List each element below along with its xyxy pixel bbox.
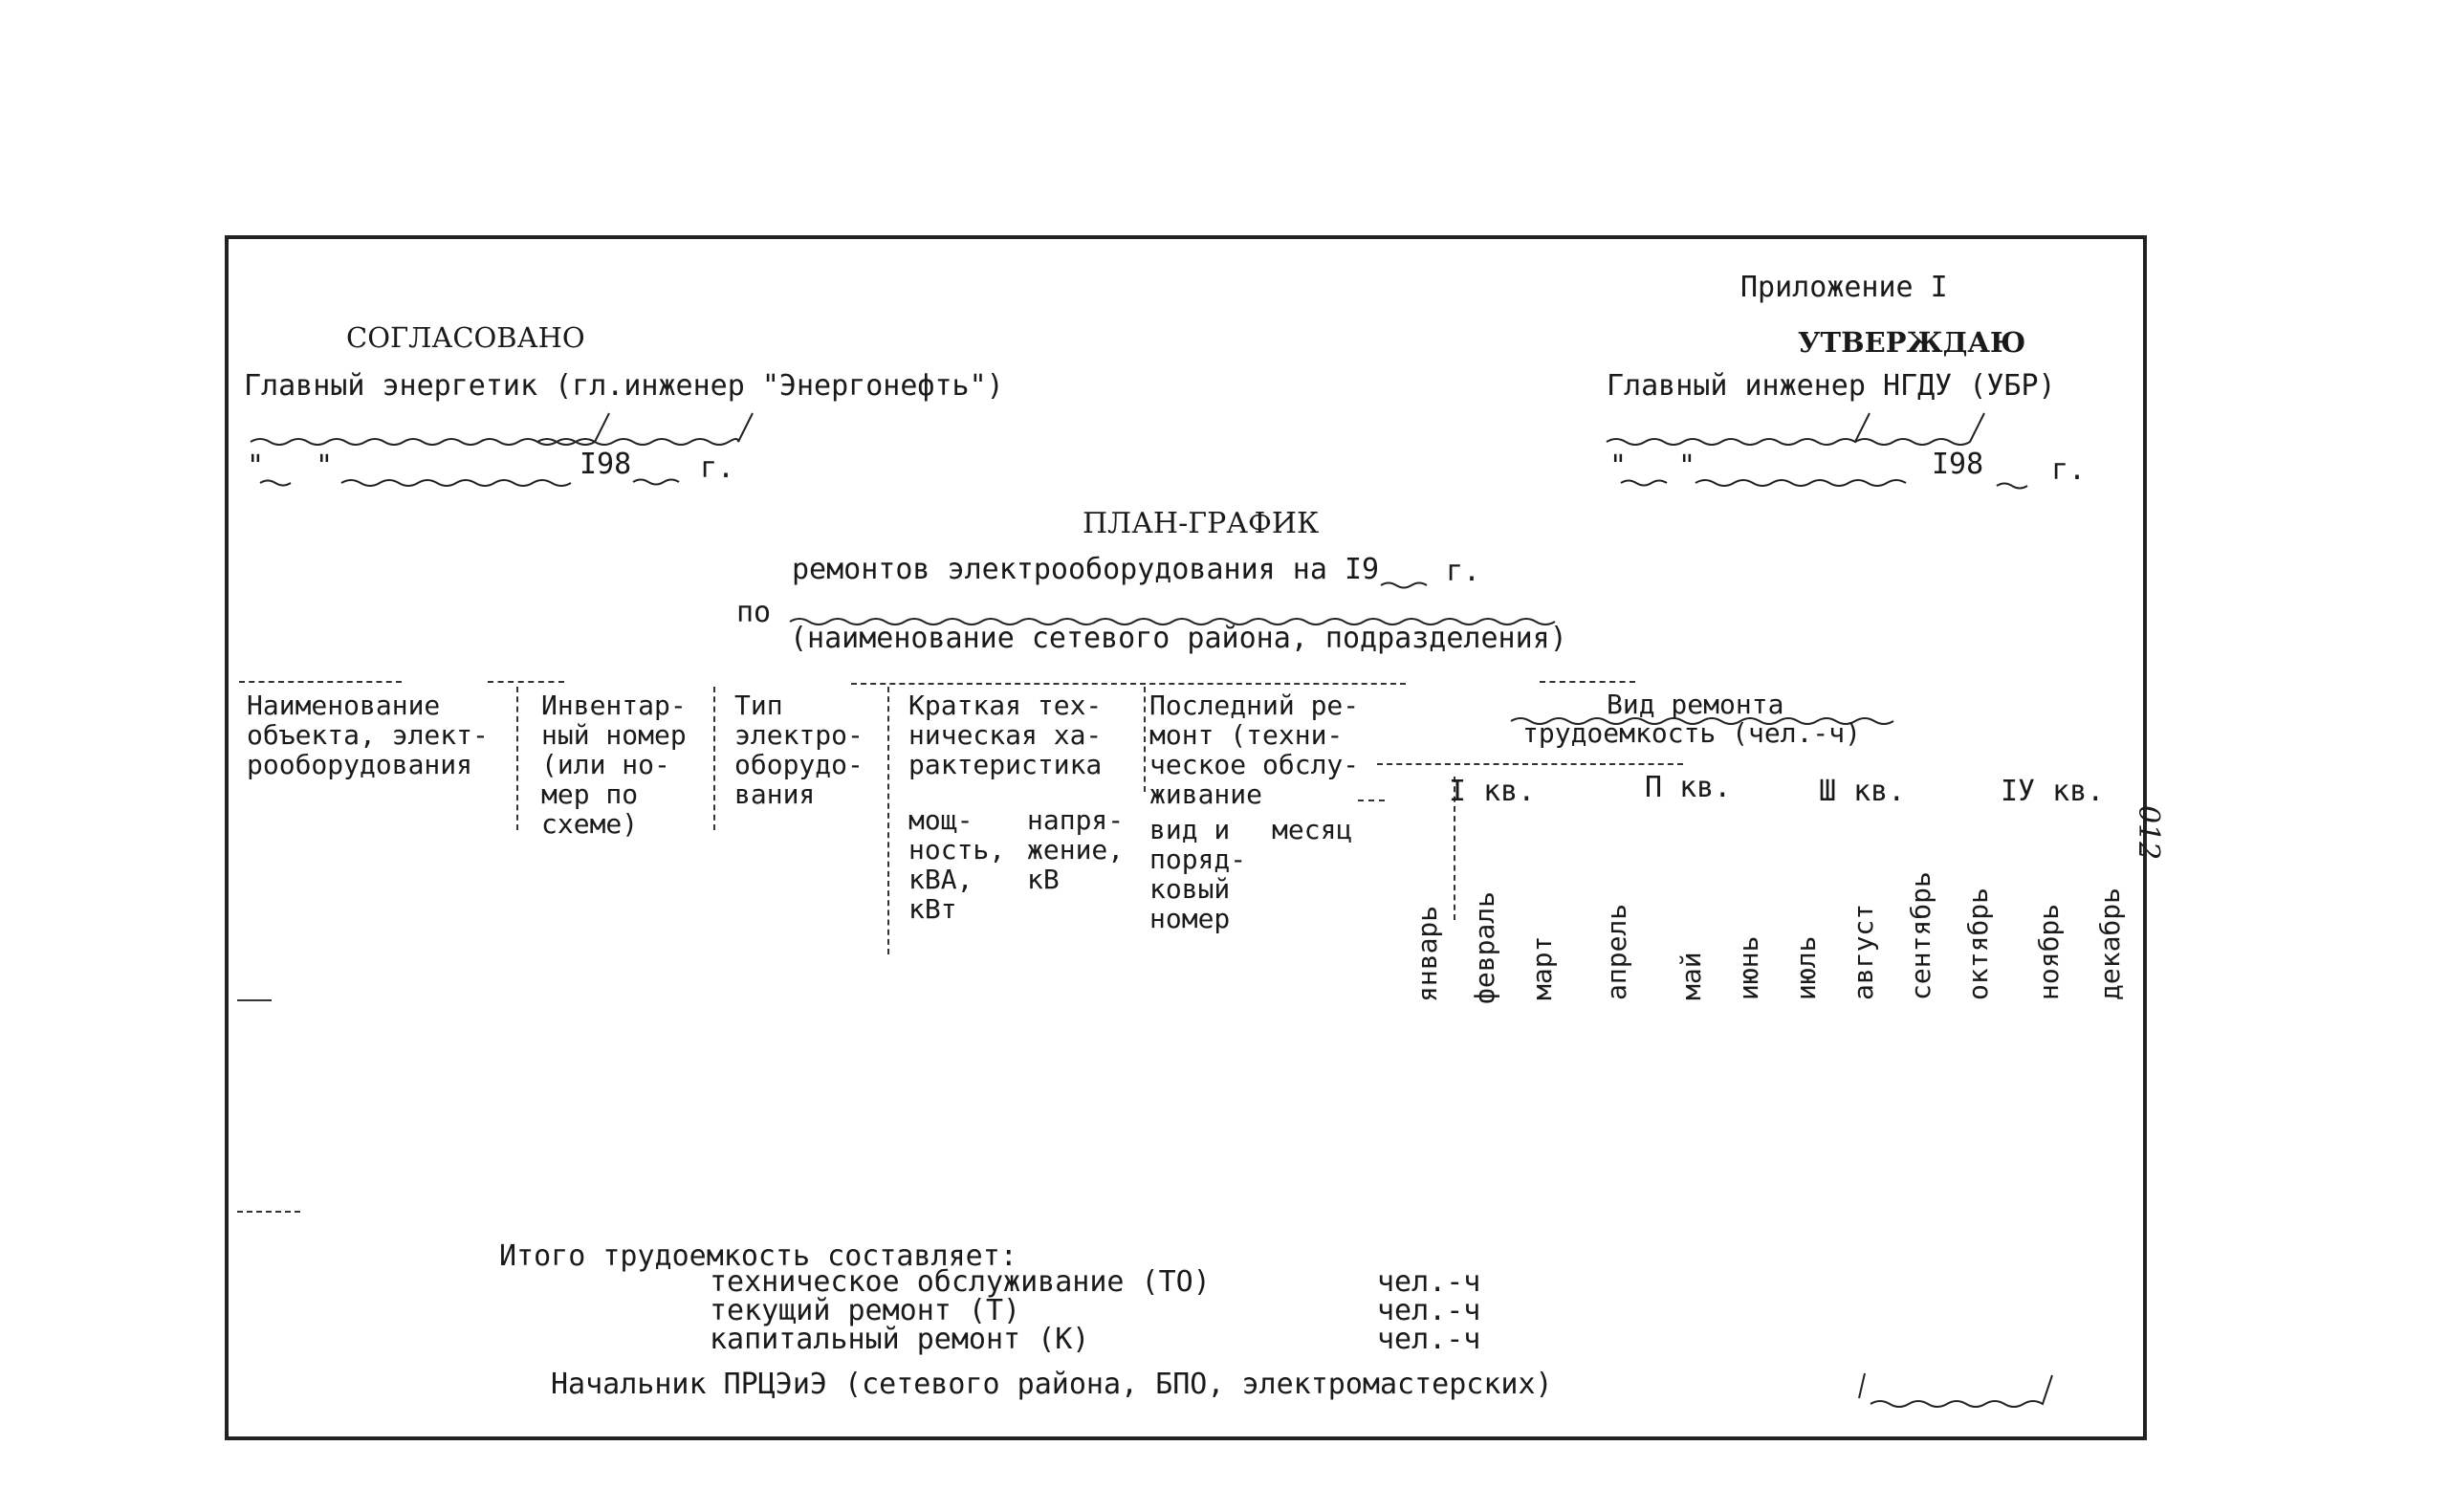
month-february: февраль: [1469, 890, 1500, 1004]
totals-row-capital-repair-unit: чел.-ч: [1377, 1323, 1481, 1356]
col-divider-4: [1144, 687, 1146, 792]
totals-row-current-repair-label: текущий ремонт (Т): [710, 1294, 1021, 1327]
approved-year-prefix: I98: [1932, 448, 1984, 481]
subtitle-year-line: [1379, 572, 1436, 591]
col-equipment-type: Тип электро- оборудо- вания: [734, 690, 864, 810]
col-repair-month: месяц: [1272, 814, 1353, 845]
month-june: июнь: [1733, 935, 1764, 1000]
table-top-rule-4: [1540, 681, 1635, 683]
month-august: август: [1848, 903, 1879, 1000]
agreed-year-line: [631, 469, 689, 488]
col-last-repair: Последний ре- монт (техни- ческое обслу- живание: [1149, 690, 1360, 810]
month-january: январь: [1411, 905, 1443, 1002]
quarter-4: IУ кв.: [2001, 775, 2105, 808]
col-divider-3: [887, 687, 889, 954]
col-inventory-number: Инвентар- ный номер (или но- мер по схеме): [541, 690, 687, 840]
approved-heading: УТВЕРЖДАЮ: [1798, 326, 2026, 359]
month-may: май: [1675, 952, 1707, 1000]
by-hint: (наименование сетевого района, подразделения): [790, 622, 1567, 655]
col-repair-kind-number: вид и поряд- ковый номер: [1149, 814, 1247, 934]
agreed-date-quote-open: ": [247, 449, 265, 483]
appendix-label: Приложение I: [1740, 271, 1948, 304]
approved-date-line: [1609, 464, 1935, 493]
approved-date-quote-open: ": [1609, 449, 1628, 483]
agreed-signature-line: [251, 404, 786, 451]
approved-year-suffix: г.: [2051, 453, 2087, 487]
totals-row-maintenance-label: техническое обслуживание (ТО): [710, 1265, 1211, 1299]
totals-row-current-repair-unit: чел.-ч: [1377, 1294, 1481, 1327]
document-subtitle-prefix: ремонтов электрооборудования на I9: [792, 553, 1380, 586]
document-subtitle-suffix: г.: [1446, 555, 1481, 588]
col-labor-intensity: трудоемкость (чел.-ч): [1522, 717, 1862, 749]
totals-heading: Итого трудоемкость составляет:: [499, 1239, 1017, 1273]
page-number-mark: 012: [2132, 805, 2165, 861]
col-divider-1: [516, 687, 518, 830]
col-tech-characteristics: Краткая тех- ническая ха- рактеристика: [908, 690, 1103, 780]
document-title: ПЛАН-ГРАФИК: [1083, 507, 1320, 540]
col-object-name: Наименование объекта, элект- рооборудования: [247, 690, 489, 780]
month-december: декабрь: [2094, 887, 2126, 1000]
totals-row-maintenance-unit: чел.-ч: [1377, 1265, 1481, 1299]
month-october: октябрь: [1962, 887, 1994, 1000]
margin-tick-2: [237, 1211, 300, 1213]
month-march: март: [1526, 935, 1558, 1000]
month-april: апрель: [1601, 903, 1632, 1000]
quarter-1: I кв.: [1449, 775, 1536, 808]
table-top-rule-3: [851, 683, 1406, 685]
margin-tick-1: [237, 999, 272, 1001]
month-november: ноябрь: [2033, 903, 2065, 1000]
table-top-rule-1: [239, 681, 402, 683]
last-repair-rule: [1358, 800, 1385, 801]
month-september: сентябрь: [1905, 871, 1936, 1000]
approved-year-line: [1995, 474, 2043, 493]
col-power: мощ- ность, кВА, кВт: [908, 804, 1006, 925]
agreed-date-line: [251, 464, 576, 493]
approved-position: Главный инженер НГДУ (УБР): [1607, 369, 2056, 403]
agreed-heading: СОГЛАСОВАНО: [346, 321, 585, 354]
approved-signature-line: [1607, 404, 2085, 451]
quarter-2: П кв.: [1645, 771, 1732, 804]
agreed-date-quote-close: ": [316, 449, 334, 483]
footer-head-title: Начальник ПРЦЭиЭ (сетевого района, БПО, электромастерских): [551, 1368, 1553, 1401]
agreed-year-suffix: г.: [700, 451, 735, 485]
footer-signature-line: [1855, 1368, 2075, 1415]
month-july: июль: [1790, 935, 1822, 1000]
col-divider-2: [713, 687, 715, 830]
agreed-position: Главный энергетик (гл.инженер "Энергонефть"): [244, 369, 1004, 403]
col-repair-type: Вид ремонта: [1607, 689, 1784, 720]
approved-date-quote-close: ": [1678, 449, 1696, 483]
quarter-3: Ш кв.: [1819, 775, 1906, 808]
col-voltage: напря- жение, кВ: [1027, 804, 1125, 895]
table-top-rule-2: [488, 681, 564, 683]
repair-type-rule: [1377, 763, 1683, 765]
by-label: по: [736, 596, 772, 629]
agreed-year-prefix: I98: [580, 448, 632, 481]
totals-row-capital-repair-label: капитальный ремонт (К): [710, 1323, 1090, 1356]
